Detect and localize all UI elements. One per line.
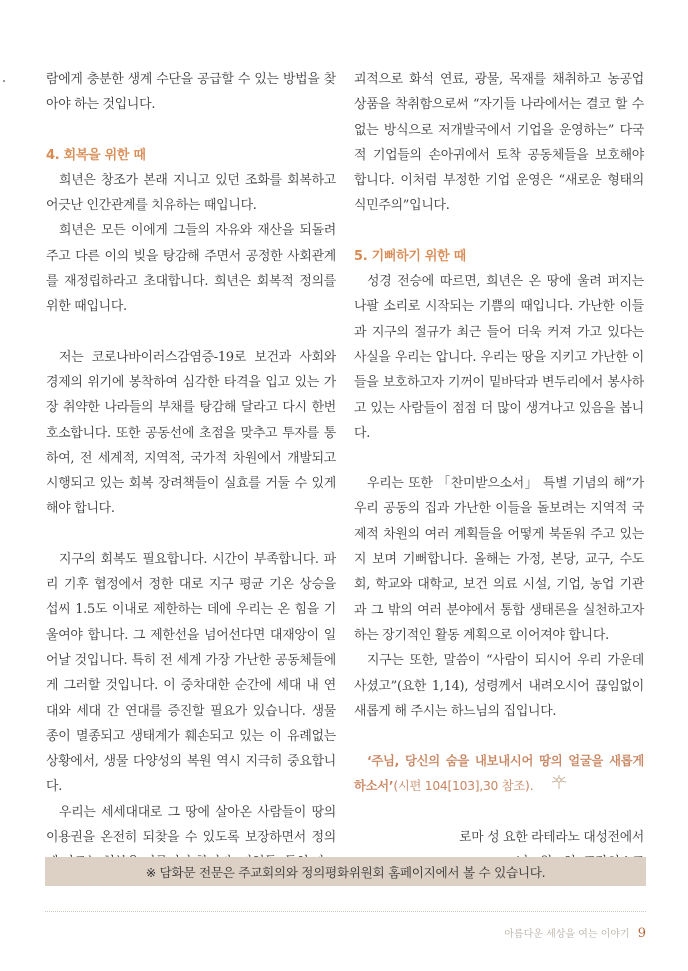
page-footer: [504, 925, 646, 941]
page-number: 9: [637, 926, 646, 941]
left-paragraph: 우리는 세세대대로 그 땅에 살아온 사람들이 땅의 이용권을 온전히 되찾을 수 있도록 보장하면서 정의: [46, 804, 336, 846]
quote-reference: (시편 104[103],30 참조).: [393, 779, 534, 794]
right-column: [354, 67, 644, 875]
left-paragraph-continued: 람에게 충분한 생계 수단을 공급할 수 있는 방법을 찾아야 하는 것입니다.: [46, 72, 336, 113]
left-paragraph: 저는 코로나바이러스감염증-19로 보건과 사회와 경제의 위기에 봉착하여 심각한 타격을 입고 있는 가장 취약한 나라들의 부채를 탕감해 달라고 다시 한번 호소합니다. 또한 공동선에 초점을 맞추고 투자를 통하여, 전 세계적, 지역적, 국가적 차원에서 개발되고 시행되고 있는 회복 장려책들이 실효를 거둘 수 있게 해야 합니다.: [46, 349, 336, 517]
left-paragraph: 희년은 모든 이에게 그들의 자유와 재산을 되돌려주고 다른 이의 빚을 탕감해 주면서 공정한 사회관계를 재정립하라고 초대합니다. 희년은 회복적 정의를 위한 때입니다.: [46, 223, 336, 315]
signature-place: 로마 성 요한 라테라노 대성전에서: [459, 829, 644, 845]
quote-text: ‘주님, 당신의 숨을 내보내시어 땅의 얼굴을 새롭게 하소서’: [354, 754, 644, 794]
right-paragraph: 지구는 또한, 말씀이 “사람이 되시어 우리 가운데 사셨고”(요한 1,14), 성령께서 내려오시어 끊임없이 새롭게 해 주시는 하느님의 집입니다.: [354, 653, 644, 719]
right-paragraph: 성경 전승에 따르면, 희년은 온 땅에 울려 퍼지는 나팔 소리로 시작되는 기쁨의 때입니다. 가난한 이들과 지구의 절규가 최근 들어 더욱 커져 가고 있다는 사실을 우리는 압니다. 우리는 땅을 지키고 가난한 이들을 보호하고자 기꺼이 밑바닥과 변두리에서 봉사하고 있는 사람들이 점점 더 많이 생겨나고 있음을 봅니다.: [354, 274, 644, 441]
left-column: [46, 67, 336, 876]
footer-divider: [45, 911, 646, 912]
footer-series-title: 아름다운 세상을 여는 이야기: [504, 929, 630, 940]
right-paragraph-continued: 괴적으로 화석 연료, 광물, 목재를 채취하고 농공업 상품을 착취함으로써 “자기들 나라에서는 결코 할 수 없는 방식으로 저개발국에서 기업을 운영하는” 다국적 기업들의 손아귀에서 토착 공동체들을 보호해야 합니다. 이처럼 부정한 기업 운영은 “새로운 형태의 식민주의”입니다.: [354, 72, 644, 214]
left-paragraph: 지구의 회복도 필요합니다. 시간이 부족합니다. 파리 기후 협정에서 정한 대로 지구 평균 기온 상승을 섭씨 1.5도 이내로 제한하는 데에 우리는 온 힘을 기울여야 합니다. 그 제한선을 넘어선다면 대재앙이 일어날 것입니다. 특히 전 세계 가장 가난한 공동체들에게 그러할 것입니다. 이 중차대한 순간에 세대 내 연대와 세대 간 연대를 증진할 필요가 있습니다. 생물 종이 멸종되고 생태계가 훼손되고 있는 이 유례없는 상황에서, 생물 다양성의 복원 역시 지극히 중요합니다.: [46, 551, 336, 795]
notice-banner: ※ 담화문 전문은 주교회의와 정의평화위원회 홈페이지에서 볼 수 있습니다.: [45, 857, 646, 886]
closing-prayer-quote: [354, 749, 644, 800]
left-paragraph: 희년은 창조가 본래 지니고 있던 조화를 회복하고 어긋난 인간관계를 치유하는 때입니다.: [46, 172, 336, 214]
flower-ornament-icon: [537, 774, 568, 799]
section-heading-rejoicing: 5. 기뻐하기 위한 때: [354, 248, 466, 264]
section-heading-restoration: 4. 회복을 위한 때: [46, 147, 146, 163]
page-edge-mark: [3, 80, 5, 82]
right-paragraph: 우리는 또한 「찬미받으소서」 특별 기념의 해”가 우리 공동의 집과 가난한 이들을 돌보려는 지역적 국제적 차원의 여러 계획들을 어떻게 북돋워 주고 있는지 보며 기뻐합니다. 올해는 가정, 본당, 교구, 수도회, 학교와 대학교, 보건 의료 시설, 기업, 농업 기관과 그 밖의 여러 분야에서 통합 생태론을 실천하고자 하는 장기적인 활동 계획으로 이어져야 합니다.: [354, 476, 644, 643]
